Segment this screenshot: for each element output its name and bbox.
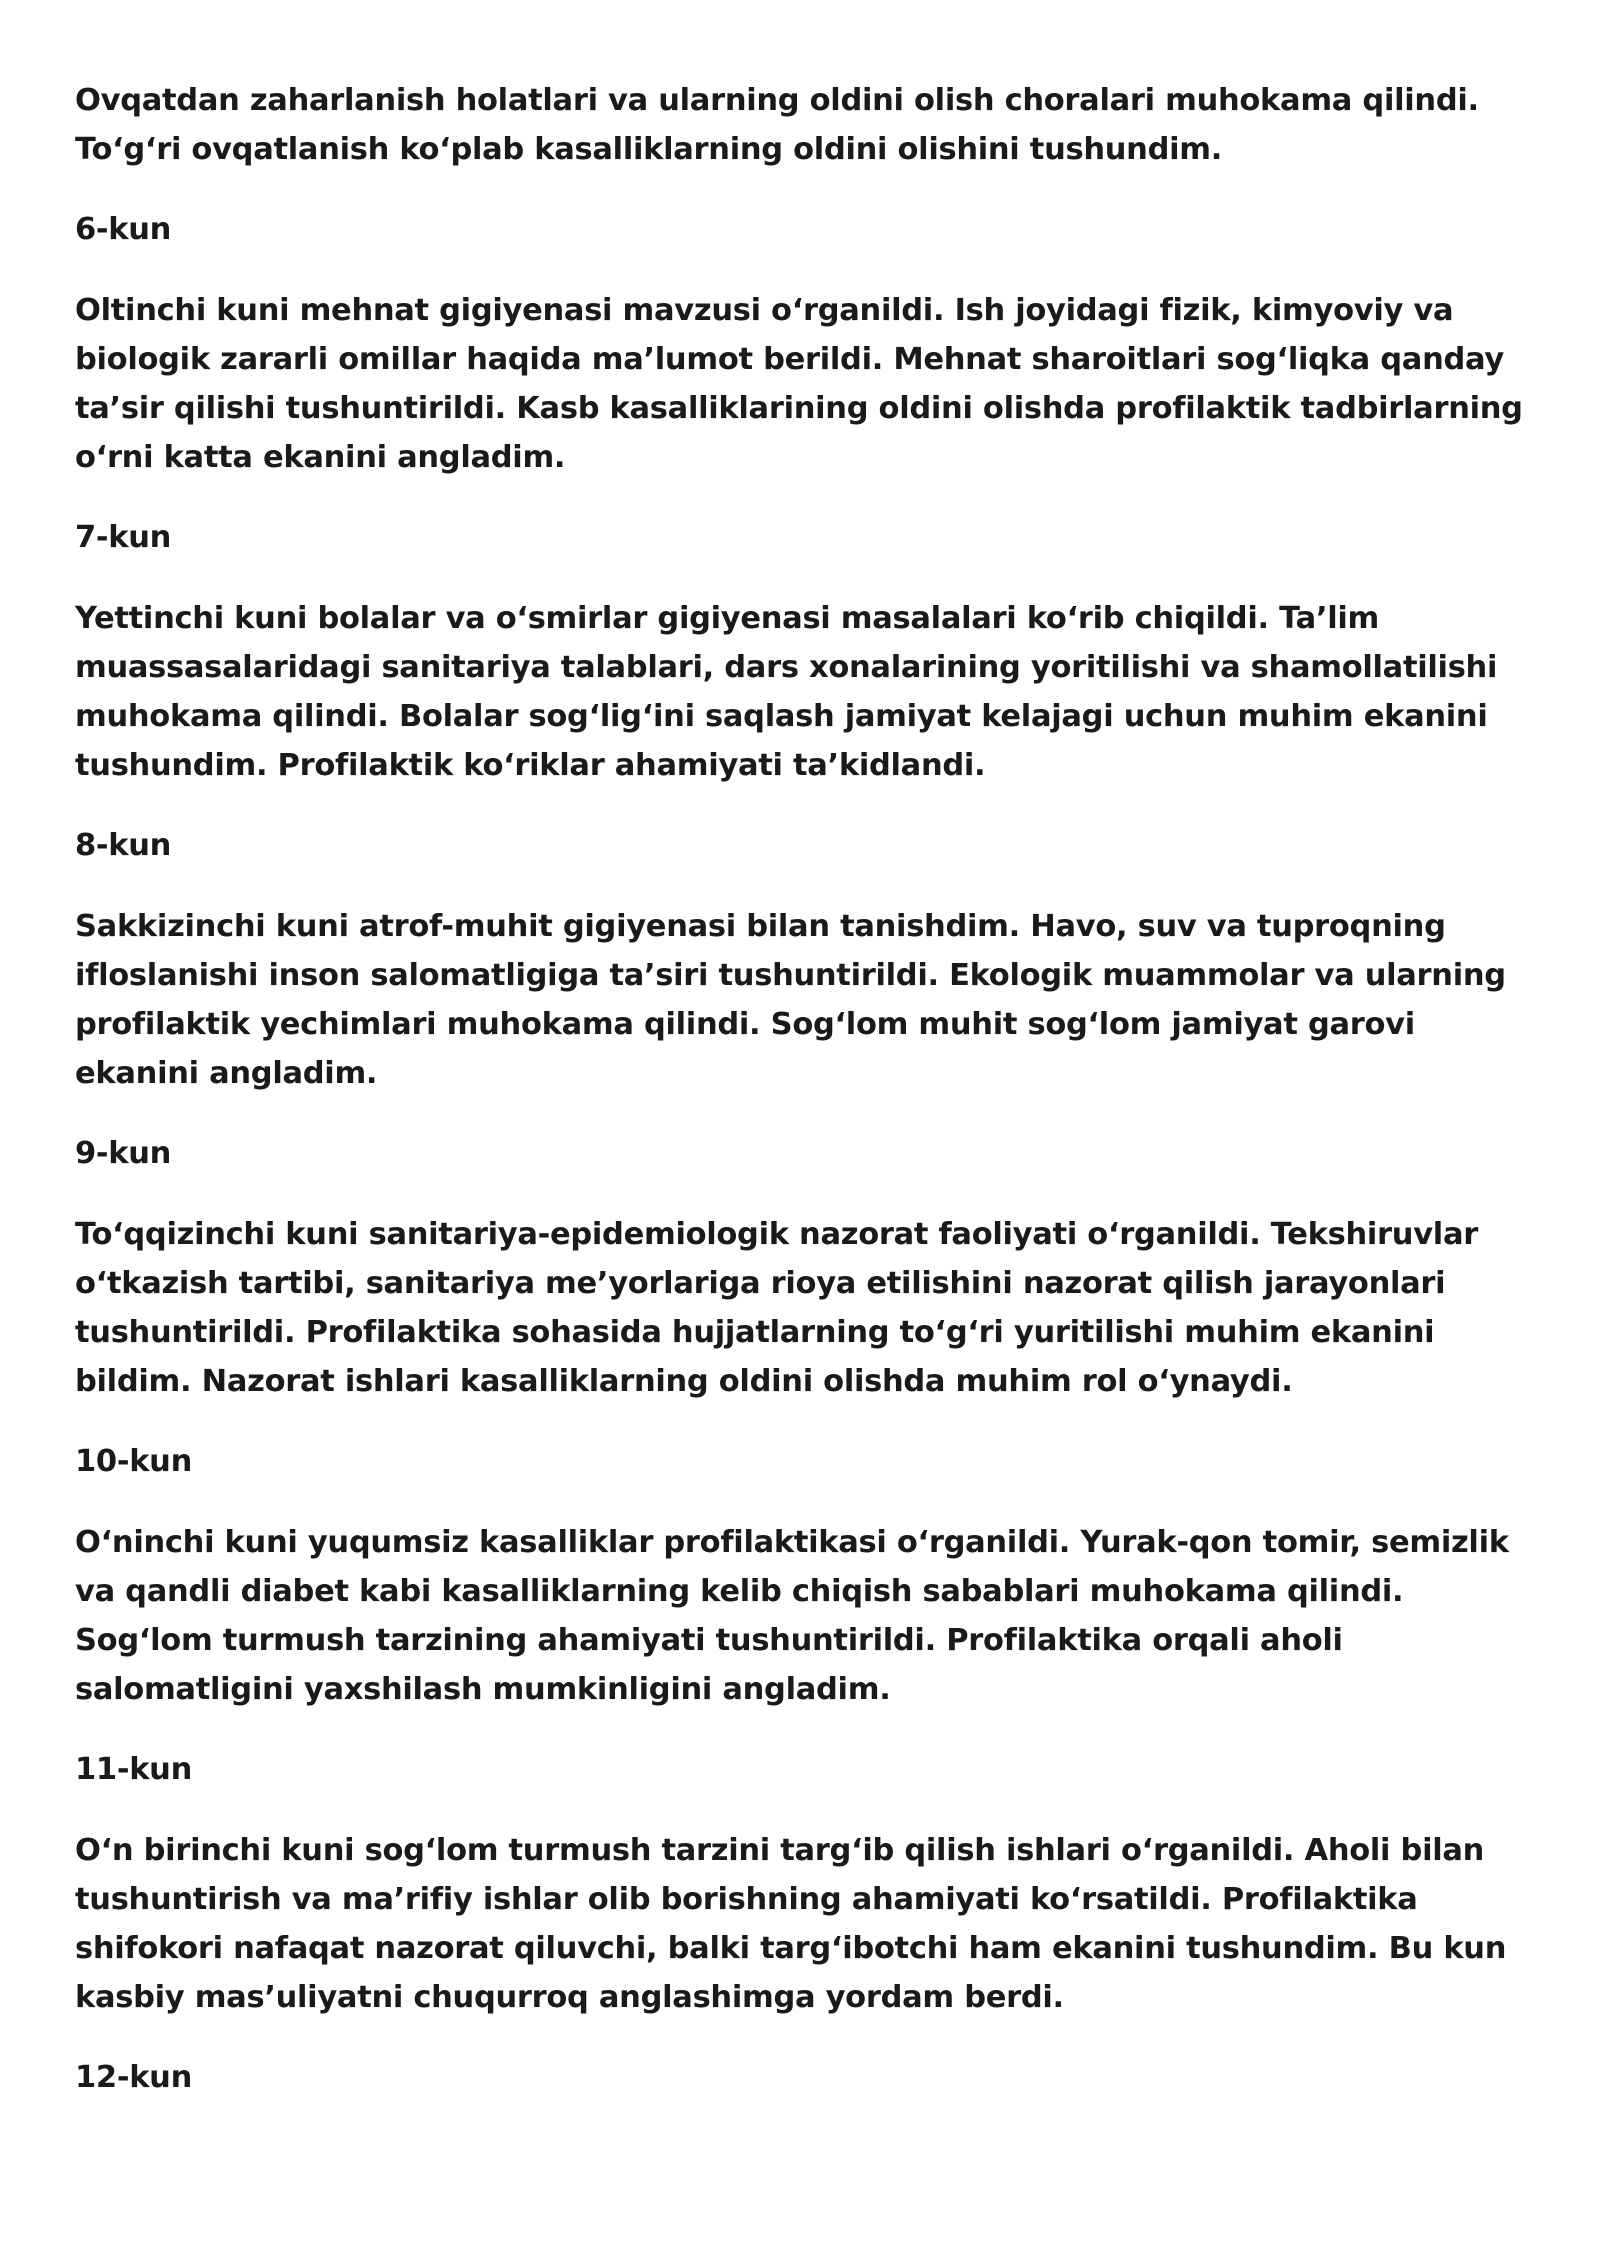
intro-paragraph: Ovqatdan zaharlanish holatlari va ularning oldini olish choralari muhokama qilindi. To‘g‘ri ovqatlanish ko‘plab kasalliklarning oldini olishini tushundim. [75,83,1479,167]
document-body [75,76,1545,2134]
day-paragraph-8: Sakkizinchi kuni atrof-muhit gigiyenasi bilan tanishdim. Havo, suv va tuproqning ifloslanishi inson salomatligiga ta’siri tushuntirildi. Ekologik muammolar va ularning profilaktik yechimlari muhokama qilindi. Sog‘lom muhit sog‘lom jamiyat garovi ekanini angladim. [75,909,1506,1091]
day-heading-11: 11-kun [75,1752,193,1787]
day-paragraph-11: O‘n birinchi kuni sog‘lom turmush tarzini targ‘ib qilish ishlari o‘rganildi. Aholi bilan tushuntirish va ma’rifiy ishlar olib borishning ahamiyati ko‘rsatildi. Profilaktika shifokori nafaqat nazorat qiluvchi, balki targ‘ibotchi ham ekanini tushundim. Bu kun kasbiy mas’uliyatni chuqurroq anglashimga yordam berdi. [75,1833,1507,2015]
day-paragraph-9: To‘qqizinchi kuni sanitariya-epidemiologik nazorat faoliyati o‘rganildi. Tekshiruvlar o‘tkazish tartibi, sanitariya me’yorlariga rioya etilishini nazorat qilish jarayonlari tushuntirildi. Profilaktika sohasida hujjatlarning to‘g‘ri yuritilishi muhim ekanini bildim. Nazorat ishlari kasalliklarning oldini olishda muhim rol o‘ynaydi. [75,1217,1478,1399]
day-heading-7: 7-kun [75,520,172,555]
day-heading-12: 12-kun [75,2060,193,2095]
day-heading-8: 8-kun [75,828,172,863]
day-heading-10: 10-kun [75,1444,193,1479]
day-paragraph-6: Oltinchi kuni mehnat gigiyenasi mavzusi o‘rganildi. Ish joyidagi fizik, kimyoviy va biologik zararli omillar haqida ma’lumot berildi. Mehnat sharoitlari sog‘liqka qanday ta’sir qilishi tushuntirildi. Kasb kasalliklarining oldini olishda profilaktik tadbirlarning o‘rni katta ekanini angladim. [75,293,1523,475]
day-paragraph-10: O‘ninchi kuni yuqumsiz kasalliklar profilaktikasi o‘rganildi. Yurak-qon tomir, semizlik va qandli diabet kabi kasalliklarning kelib chiqish sabablari muhokama qilindi. Sog‘lom turmush tarzining ahamiyati tushuntirildi. Profilaktika orqali aholi salomatligini yaxshilash mumkinligini angladim. [75,1525,1509,1707]
day-heading-9: 9-kun [75,1136,172,1171]
day-heading-6: 6-kun [75,212,172,247]
day-paragraph-7: Yettinchi kuni bolalar va o‘smirlar gigiyenasi masalalari ko‘rib chiqildi. Ta’lim muassasalaridagi sanitariya talablari, dars xonalarining yoritilishi va shamollatilishi muhokama qilindi. Bolalar sog‘lig‘ini saqlash jamiyat kelajagi uchun muhim ekanini tushundim. Profilaktik ko‘riklar ahamiyati ta’kidlandi. [75,601,1498,783]
